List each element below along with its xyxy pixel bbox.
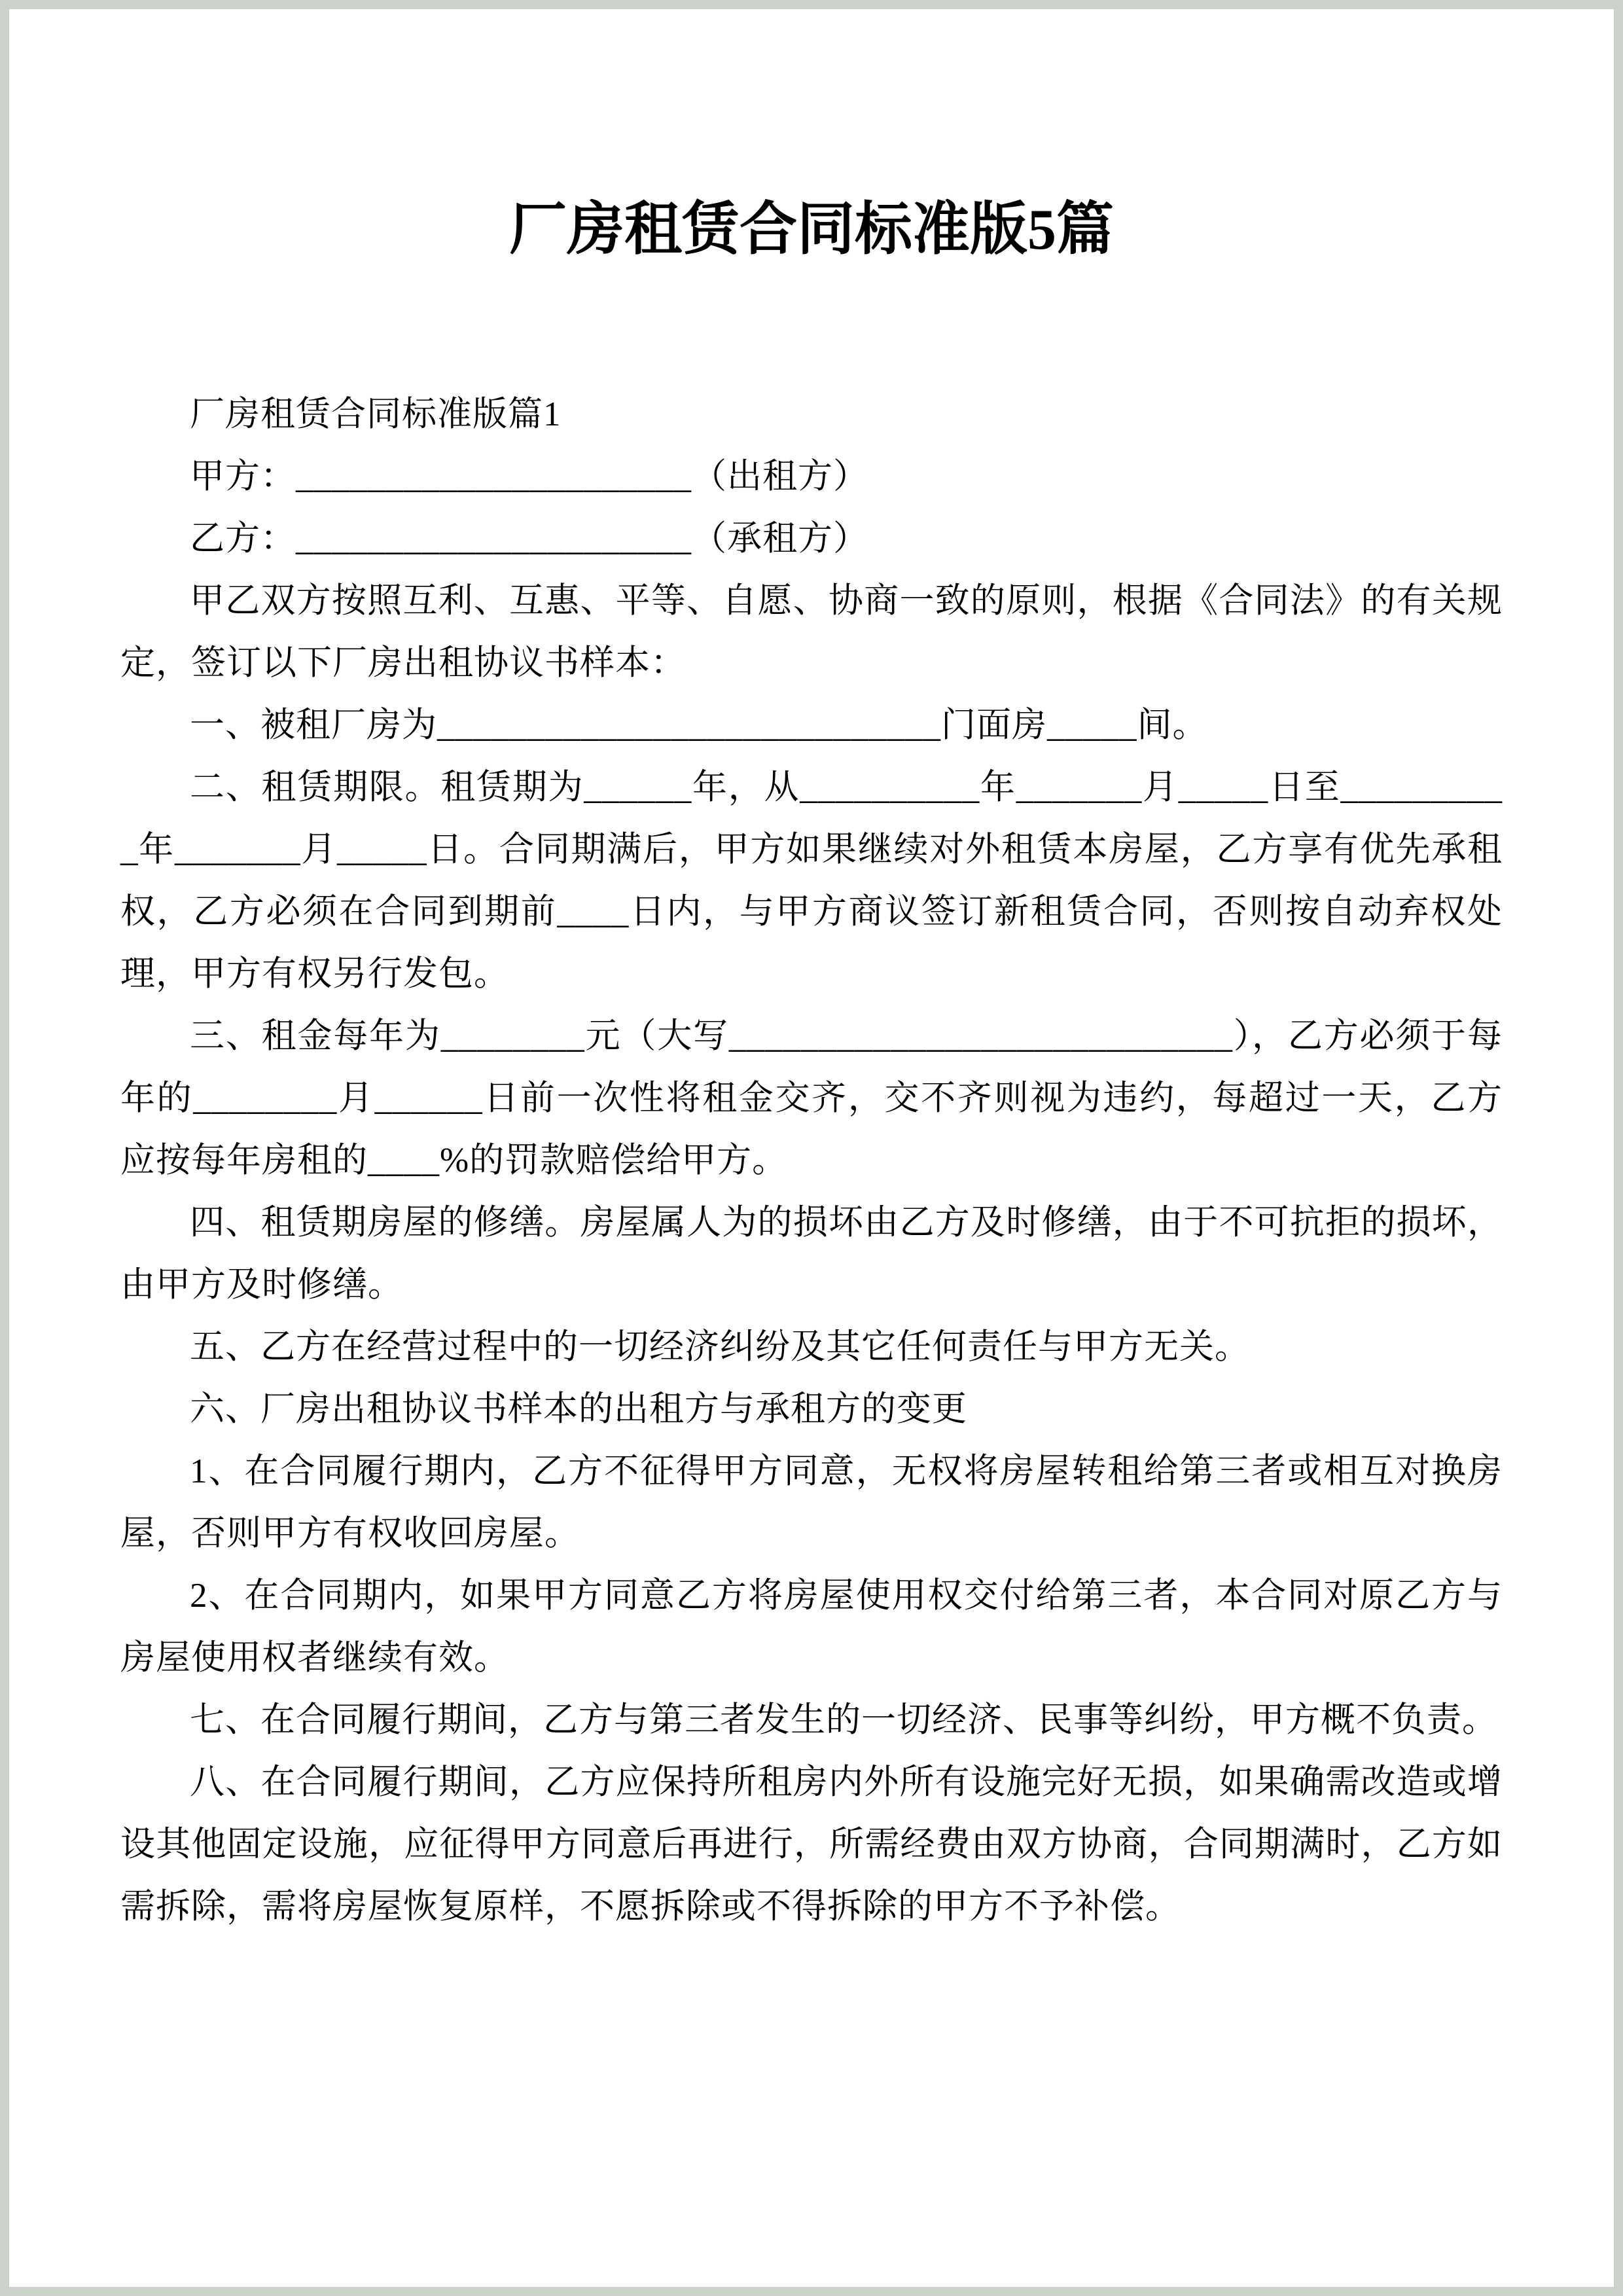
paragraph-clause-6-item-2: 2、在合同期内，如果甲方同意乙方将房屋使用权交付给第三者，本合同对原乙方与房屋使用权者继续有效。 [120, 1576, 1503, 1677]
paragraph-clause-8: 八、在合同履行期间，乙方应保持所租房内外所有设施完好无损，如果确需改造或增设其他固定设施，应征得甲方同意后再进行，所需经费由双方协商，合同期满时，乙方如需拆除，需将房屋恢复原样，不愿拆除或不得拆除的甲方不予补偿。 [120, 1763, 1503, 1926]
paragraph-clause-4: 四、租赁期房屋的修缮。房屋属人为的损坏由乙方及时修缮，由于不可抗拒的损坏，由甲方及时修缮。 [120, 1203, 1503, 1304]
paragraph-clause-3: 三、租金每年为________元（大写____________________________），乙方必须于每年的________月______日前一次性将租金交齐，交不齐则视为违约，每超过一天，乙方应按每年房租的____%的罚款赔偿给甲方。 [120, 1016, 1503, 1179]
paragraph-section-heading: 厂房租赁合同标准版篇1 [190, 395, 562, 433]
document-title: 厂房租赁合同标准版5篇 [508, 198, 1114, 262]
paragraph-clause-5: 五、乙方在经营过程中的一切经济纠纷及其它任何责任与甲方无关。 [190, 1327, 1250, 1366]
document-body [120, 384, 1503, 1938]
paragraph-clause-7: 七、在合同履行期间，乙方与第三者发生的一切经济、民事等纠纷，甲方概不负责。 [190, 1700, 1497, 1739]
paragraph-preamble: 甲乙双方按照互利、互惠、平等、自愿、协商一致的原则，根据《合同法》的有关规定，签订以下厂房出租协议书样本： [120, 581, 1503, 682]
paragraph-clause-6-item-1: 1、在合同履行期内，乙方不征得甲方同意，无权将房屋转租给第三者或相互对换房屋，否则甲方有权收回房屋。 [120, 1452, 1503, 1552]
paragraph-party-a-blank: 甲方：______________________（出租方） [190, 457, 868, 495]
document-content [9, 9, 1614, 1938]
paragraph-clause-6: 六、厂房出租协议书样本的出租方与承租方的变更 [190, 1390, 967, 1428]
paragraph-party-b-blank: 乙方：______________________（承租方） [190, 519, 868, 558]
paragraph-clause-2: 二、租赁期限。租赁期为______年，从__________年_______月_____日至__________年_______月_____日。合同期满后，甲方如果继续对外租赁本房屋，乙方享有优先承租权，乙方必须在合同到期前____日内，与甲方商议签订新租赁合同，否则按自动弃权处理，甲方有权另行发包。 [120, 768, 1503, 993]
paragraph-clause-1: 一、被租厂房为____________________________门面房_____间。 [190, 706, 1208, 744]
